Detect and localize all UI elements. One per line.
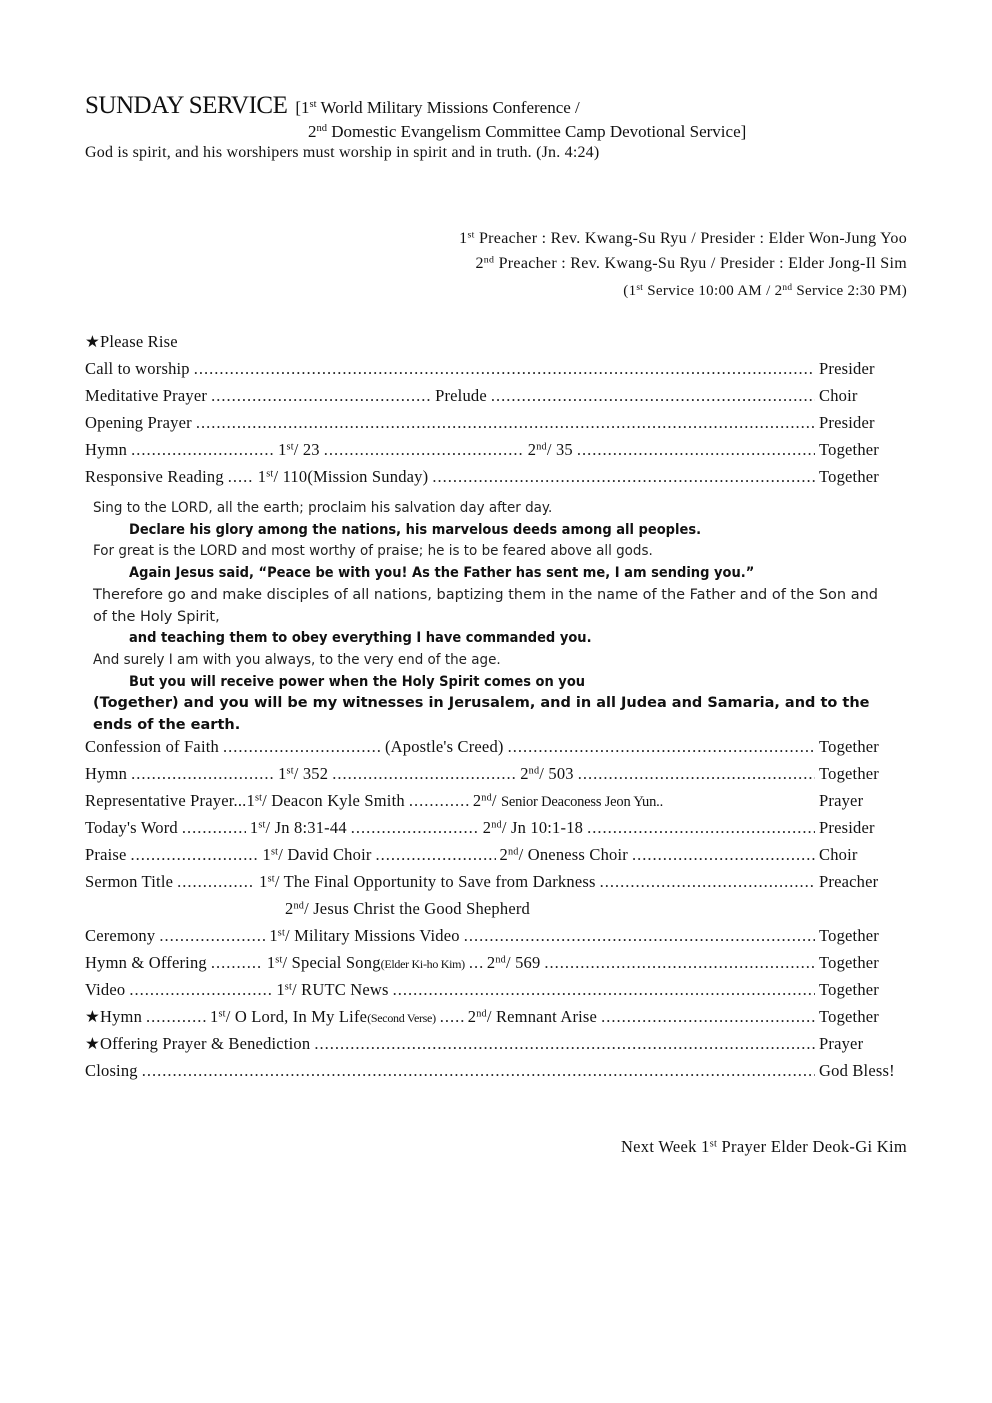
- value: O Lord, In My Life: [234, 1007, 368, 1026]
- ordinal-sup: nd: [293, 900, 305, 912]
- leaders-text: Preacher : Rev. Kwang-Su Ryu / Presider : Elder Jong-Il Sim: [494, 255, 907, 272]
- order-item-hymn-2: [85, 764, 907, 786]
- item-middle: (Apostle's Creed): [384, 737, 504, 756]
- slash: /: [282, 953, 292, 972]
- value: 23: [302, 440, 320, 459]
- order-item-confession-of-faith: [85, 737, 907, 759]
- ordinal-sup: st: [284, 981, 293, 993]
- subtitle-ord: st: [309, 99, 317, 111]
- value: David Choir: [287, 845, 372, 864]
- item-leader: Together: [819, 467, 880, 486]
- value: 503: [548, 764, 574, 783]
- dot-leader: [632, 845, 815, 865]
- ordinal-num: 2: [472, 791, 482, 810]
- subtitle-text: Domestic Evangelism Committee Camp Devotional Service]: [327, 122, 747, 141]
- item-label: Responsive Reading: [85, 467, 224, 486]
- slash: /: [501, 818, 511, 837]
- order-item-representative-prayer: [85, 791, 907, 813]
- next-week-text: Prayer Elder Deok-Gi Kim: [717, 1137, 907, 1156]
- second-service-value: [520, 764, 574, 784]
- item-label: Confession of Faith: [85, 737, 219, 756]
- open-bracket: [: [295, 98, 302, 117]
- item-label: Hymn: [85, 764, 128, 783]
- ordinal-sup: st: [286, 441, 294, 453]
- slash: /: [491, 791, 502, 810]
- order-item-ceremony: [85, 926, 907, 948]
- ordinal-num: 1: [278, 440, 287, 459]
- page-title: SUNDAY SERVICE: [85, 92, 288, 119]
- value: Military Missions Video: [294, 926, 460, 945]
- leaders-text: Preacher : Rev. Kwang-Su Ryu / Presider : Elder Won-Jung Yoo: [474, 230, 907, 247]
- first-service-value: [258, 467, 429, 487]
- dot-leader: [393, 980, 815, 1000]
- slash: /: [265, 818, 275, 837]
- order-item-sermon-title: [85, 872, 907, 894]
- item-leader: Together: [819, 1007, 880, 1026]
- dot-leader: [577, 440, 815, 460]
- item-label: Ceremony: [85, 926, 156, 945]
- value: 110(Mission Sunday): [282, 467, 429, 486]
- dot-leader: [440, 1007, 464, 1027]
- second-service-leaders: [475, 255, 907, 273]
- slash: /: [293, 440, 303, 459]
- item-label: Representative Prayer...: [85, 791, 247, 810]
- ordinal-num: 1: [246, 791, 255, 810]
- slash: /: [505, 953, 516, 972]
- dot-leader: [544, 953, 815, 973]
- ordinal-num: 1: [278, 764, 287, 783]
- ordinal-num: 1: [210, 1007, 219, 1026]
- dot-leader: [351, 818, 479, 838]
- item-leader: Choir: [819, 386, 858, 405]
- slash: /: [293, 764, 303, 783]
- dot-leader: [177, 872, 255, 892]
- second-service-value: [473, 791, 663, 811]
- value: Jn 8:31-44: [274, 818, 347, 837]
- ordinal-num: 1: [262, 845, 271, 864]
- slash: /: [278, 845, 288, 864]
- value: Jn 10:1-18: [510, 818, 584, 837]
- dot-leader: [601, 1007, 815, 1027]
- item-label: Opening Prayer: [85, 413, 192, 432]
- value: RUTC News: [301, 980, 389, 999]
- reading-leader-line: For great is the LORD and most worthy of praise; he is to be feared above all gods.: [93, 543, 653, 560]
- item-leader: Choir: [819, 845, 858, 864]
- reading-people-line: Declare his glory among the nations, his marvelous deeds among all peoples.: [129, 521, 702, 538]
- item-label: Video: [85, 980, 126, 999]
- first-service-value: [267, 953, 465, 973]
- item-label: ★Hymn: [85, 1007, 143, 1026]
- order-item-call-to-worship: [85, 359, 907, 381]
- item-leader: Together: [819, 440, 880, 459]
- order-item-video: [85, 980, 907, 1002]
- item-label: ★Offering Prayer & Benediction: [85, 1034, 311, 1053]
- ordinal-num: 1: [249, 818, 259, 837]
- second-service-value: [528, 440, 573, 460]
- item-leader: Preacher: [819, 872, 879, 891]
- slash: /: [539, 764, 549, 783]
- ordinal-num: 2: [482, 818, 492, 837]
- ordinal-sup: nd: [495, 954, 506, 966]
- please-rise-label: ★Please Rise: [85, 332, 178, 351]
- ordinal-num: 1: [266, 953, 276, 972]
- dot-leader: [211, 386, 431, 406]
- item-label: Sermon Title: [85, 872, 174, 891]
- ordinal-sup: st: [277, 927, 286, 939]
- ordinal-sup: st: [709, 1138, 718, 1150]
- ordinal-num: 2: [467, 1007, 477, 1026]
- dot-leader: [223, 737, 381, 757]
- slash: /: [546, 440, 556, 459]
- dot-leader: [182, 818, 246, 838]
- second-service-value: [487, 953, 541, 973]
- dot-leader: [409, 791, 469, 811]
- ordinal-sup: nd: [536, 441, 547, 453]
- ordinal-num: 2: [527, 440, 537, 459]
- times-text: (1: [623, 283, 637, 299]
- dot-leader: [142, 1061, 815, 1081]
- service-times: [623, 283, 907, 300]
- value: 35: [555, 440, 573, 459]
- reading-together-line: (Together) and you will be my witnesses in Jerusalem, and in all Judea and Samaria, and to the ends of the earth.: [93, 695, 870, 734]
- item-leader: Together: [819, 926, 880, 945]
- ordinal-num: 1: [257, 467, 267, 486]
- responsive-reading-text: [93, 498, 893, 737]
- dot-leader: [332, 764, 516, 784]
- item-label: Hymn & Offering: [85, 953, 207, 972]
- ordinal-sup: st: [275, 954, 283, 966]
- slash: /: [486, 1007, 496, 1026]
- ordinal-sup: st: [266, 468, 274, 480]
- order-item-meditative-prayer: [85, 386, 907, 408]
- dot-leader: [464, 926, 815, 946]
- second-service-value: [285, 899, 530, 919]
- first-service-value: [276, 980, 388, 1000]
- second-service-value: [468, 1007, 597, 1027]
- ordinal-num: 2: [499, 845, 508, 864]
- please-rise: [85, 332, 907, 354]
- times-text: Service 10:00 AM / 2: [643, 283, 783, 299]
- ordinal-num: 1: [269, 926, 278, 945]
- dot-leader: [376, 845, 496, 865]
- subtitle-num: 2: [308, 122, 317, 141]
- dot-leader: [600, 872, 815, 892]
- item-leader: Together: [819, 737, 880, 756]
- ordinal-sup: nd: [508, 846, 519, 858]
- first-service-value: [278, 764, 328, 784]
- next-week-note: [621, 1137, 907, 1157]
- dot-leader: [587, 818, 815, 838]
- dot-leader: [159, 926, 265, 946]
- value: The Final Opportunity to Save from Darkness: [283, 872, 596, 891]
- value: Senior Deaconess Jeon Yun..: [501, 794, 664, 810]
- first-service-value: [278, 440, 320, 460]
- item-leader: Prayer: [819, 1034, 864, 1053]
- order-item-offering-prayer: [85, 1034, 907, 1056]
- item-leader: God Bless!: [819, 1061, 895, 1080]
- slash: /: [225, 1007, 235, 1026]
- subtitle-line-1: [295, 98, 579, 117]
- dot-leader: [131, 845, 259, 865]
- value: 352: [302, 764, 329, 783]
- item-label: Praise: [85, 845, 127, 864]
- first-service-leaders: [459, 230, 907, 248]
- order-item-todays-word: [85, 818, 907, 840]
- order-item-responsive-reading: [85, 467, 907, 489]
- reading-people-line: But you will receive power when the Holy Spirit comes on you: [129, 673, 586, 690]
- ordinal-sup: st: [270, 846, 279, 858]
- ordinal-sup: nd: [483, 254, 495, 266]
- first-service-value: [210, 1007, 436, 1027]
- item-middle: Prelude: [435, 386, 487, 405]
- ordinal-sup: st: [636, 282, 644, 293]
- ordinal-sup: st: [254, 792, 263, 804]
- ordinal-num: 2: [475, 255, 484, 272]
- item-label: Closing: [85, 1061, 138, 1080]
- subtitle-line-2: [308, 122, 746, 142]
- ordinal-sup: nd: [528, 765, 540, 777]
- reading-people-line: and teaching them to obey everything I have commanded you.: [129, 630, 592, 647]
- first-service-value: [263, 845, 372, 865]
- item-leader: Presider: [819, 359, 875, 378]
- ordinal-sup: nd: [491, 819, 502, 831]
- reading-leader-line: And surely I am with you always, to the very end of the age.: [93, 651, 501, 668]
- item-leader: Together: [819, 980, 880, 999]
- next-week-text: Next Week 1: [620, 1137, 710, 1156]
- dot-leader: [129, 980, 272, 1000]
- value: Special Song: [291, 953, 381, 972]
- ordinal-sup: st: [286, 765, 294, 777]
- dot-leader: [432, 467, 815, 487]
- item-leader: Presider: [819, 818, 875, 837]
- reading-people-line: Again Jesus said, “Peace be with you! As the Father has sent me, I am sending you.”: [129, 565, 755, 582]
- order-item-sermon-title-second: [285, 899, 885, 921]
- ordinal-sup: nd: [782, 282, 793, 293]
- value-note: (Elder Ki-ho Kim): [380, 957, 465, 971]
- ordinal-sup: st: [267, 873, 275, 885]
- subtitle-ord: nd: [316, 123, 328, 135]
- value-note: (Second Verse): [367, 1011, 436, 1025]
- reading-leader-line: Sing to the LORD, all the earth; proclaim his salvation day after day.: [93, 500, 553, 516]
- order-item-hymn-3: [85, 1007, 907, 1029]
- order-item-praise: [85, 845, 907, 867]
- first-service-value: [247, 791, 405, 811]
- first-service-value: [259, 872, 595, 892]
- title-line: [85, 92, 580, 120]
- item-label: Today's Word: [85, 818, 178, 837]
- dot-leader: [314, 1034, 815, 1054]
- ordinal-sup: st: [218, 1008, 226, 1020]
- item-leader: Together: [819, 953, 880, 972]
- slash: /: [273, 467, 283, 486]
- value: 569: [515, 953, 541, 972]
- order-item-hymn-1: [85, 440, 907, 462]
- subtitle-text: World Military Missions Conference /: [316, 98, 580, 117]
- value: Deacon Kyle Smith: [271, 791, 405, 810]
- theme-verse: God is spirit, and his worshipers must worship in spirit and in truth. (Jn. 4:24): [85, 144, 600, 161]
- slash: /: [292, 980, 302, 999]
- value: Jesus Christ the Good Shepherd: [313, 899, 531, 918]
- ordinal-num: 2: [486, 953, 496, 972]
- dot-leader: [469, 953, 483, 973]
- slash: /: [304, 899, 314, 918]
- subtitle-num: 1: [301, 98, 310, 117]
- dot-leader: [211, 953, 263, 973]
- slash: /: [518, 845, 528, 864]
- item-leader: Prayer: [819, 791, 864, 810]
- dot-leader: [146, 1007, 206, 1027]
- dot-leader: [324, 440, 524, 460]
- dot-leader: [228, 467, 254, 487]
- value: Remnant Arise: [495, 1007, 598, 1026]
- second-service-value: [500, 845, 628, 865]
- ordinal-sup: st: [258, 819, 266, 831]
- dot-leader: [508, 737, 815, 757]
- times-text: Service 2:30 PM): [792, 283, 907, 299]
- dot-leader: [196, 413, 815, 433]
- item-label: Meditative Prayer: [85, 386, 208, 405]
- reading-leader-line: Therefore go and make disciples of all nations, baptizing them in the name of the Father and of the Son and of the Holy Spirit,: [93, 586, 878, 625]
- dot-leader: [491, 386, 815, 406]
- item-leader: Together: [819, 764, 880, 783]
- ordinal-sup: nd: [481, 792, 492, 804]
- ordinal-num: 2: [285, 899, 294, 918]
- dot-leader: [194, 359, 815, 379]
- order-item-closing: [85, 1061, 907, 1083]
- dot-leader: [131, 764, 274, 784]
- slash: /: [274, 872, 284, 891]
- item-leader: Presider: [819, 413, 875, 432]
- dot-leader: [131, 440, 274, 460]
- value: Oneness Choir: [527, 845, 628, 864]
- ordinal-num: 1: [459, 230, 468, 247]
- slash: /: [285, 926, 295, 945]
- item-label: Call to worship: [85, 359, 190, 378]
- ordinal-sup: nd: [476, 1008, 487, 1020]
- ordinal-num: 1: [259, 872, 268, 891]
- second-service-value: [483, 818, 583, 838]
- item-label: Hymn: [85, 440, 128, 459]
- order-item-hymn-offering: [85, 953, 907, 975]
- dot-leader: [578, 764, 815, 784]
- order-item-opening-prayer: [85, 413, 907, 435]
- first-service-value: [250, 818, 347, 838]
- slash: /: [262, 791, 272, 810]
- first-service-value: [269, 926, 459, 946]
- ordinal-num: 1: [276, 980, 285, 999]
- ordinal-num: 2: [520, 764, 529, 783]
- ordinal-sup: st: [467, 229, 475, 241]
